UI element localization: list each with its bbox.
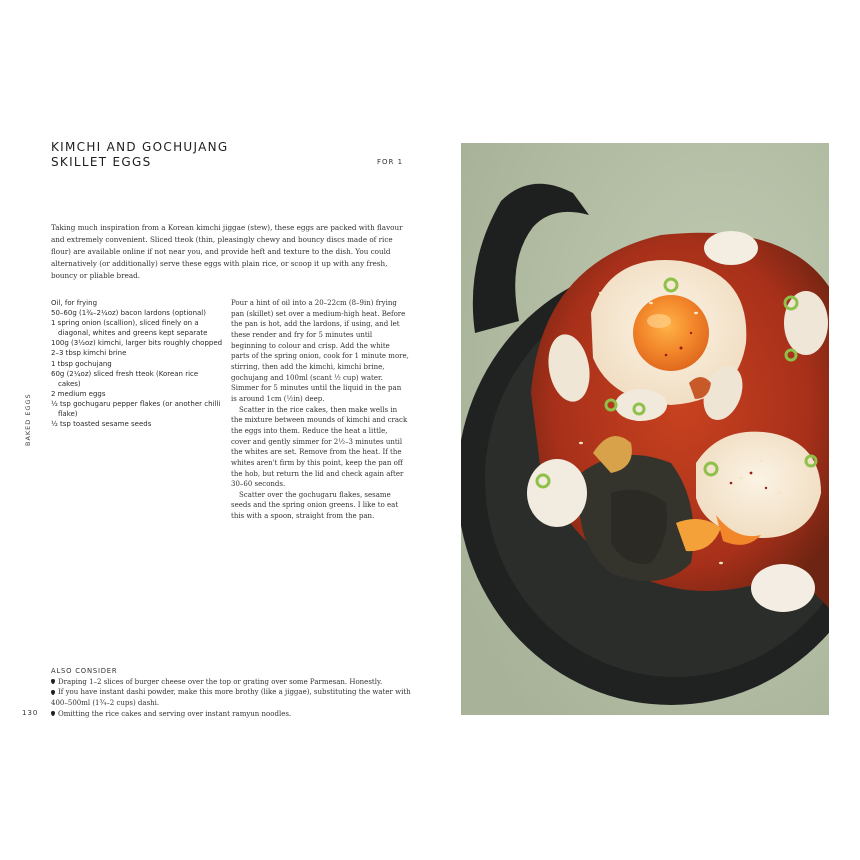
ingredient-item: 60g (2¼oz) sliced fresh tteok (Korean rice cakes) bbox=[51, 369, 199, 388]
drop-bullet-icon bbox=[51, 711, 55, 716]
also-consider-title: ALSO CONSIDER bbox=[51, 667, 118, 675]
rice-cake bbox=[704, 231, 758, 265]
method-paragraph: Scatter in the rice cakes, then make wells in the mixture between mounds of kimchi and crack the eggs into them. Reduce the heat a little, cover and gently simmer for 2½–3 minutes until the whites are set. Remove from the heat. If the whites aren't firm by this point, keep the pan off the hob, but return the lid and check again after 30–60 seconds. bbox=[231, 405, 408, 489]
method-paragraph: Scatter over the gochugaru flakes, sesame seeds and the spring onion greens. I like to eat this with a spoon, straight from the pan. bbox=[231, 490, 399, 521]
recipe-title bbox=[51, 140, 229, 170]
recipe-title-line-1: KIMCHI AND GOCHUJANG bbox=[51, 140, 229, 154]
also-consider-item bbox=[51, 709, 421, 720]
method-paragraph: Pour a hint of oil into a 20–22cm (8–9in) frying pan (skillet) set over a medium-high heat. Before the pan is hot, add the lardons, if using, and let these render and fry for 5 minutes until beginning to colour and crisp. Add the white parts of the spring onion, cook for 1 minute more, stirring, then add the kimchi, kimchi brine, gochujang and 100ml (scant ½ cup) water. Simmer for 5 minutes until the liquid in the pan is around 1cm (½in) deep. bbox=[231, 299, 409, 403]
recipe-intro: Taking much inspiration from a Korean kimchi jiggae (stew), these eggs are packed with flavour and extremely convenient. Sliced tteok (thin, pleasingly chewy and bouncy discs made of rice flour) are available online if not near you, and provide heft and texture to the dish. You could alternatively (or additionally) serve these eggs with plain rice, or scoop it up with any fresh, bouncy or pliable bread. bbox=[51, 223, 403, 280]
ingredient-item: 2 medium eggs bbox=[51, 389, 106, 398]
ingredient-item: ½ tsp gochugaru pepper flakes (or another chilli flake) bbox=[51, 399, 221, 419]
ingredient-item: 1 tbsp gochujang bbox=[51, 359, 112, 368]
chapter-side-label: BAKED EGGS bbox=[24, 393, 32, 446]
also-consider-list bbox=[51, 677, 421, 720]
egg-yolk bbox=[633, 295, 709, 371]
yolk-highlight bbox=[647, 314, 671, 328]
ingredient-item: 1 spring onion (scallion), sliced finely on a diagonal, whites and greens kept separate bbox=[51, 319, 208, 338]
method-text bbox=[231, 298, 409, 522]
dish-photo bbox=[461, 143, 829, 715]
drop-bullet-icon bbox=[51, 679, 55, 684]
also-consider-text: Draping 1–2 slices of burger cheese over the top or grating over some Parmesan. Honestly. bbox=[58, 677, 383, 686]
rice-cake bbox=[527, 459, 587, 527]
ingredient-item: 100g (3½oz) kimchi, larger bits roughly chopped bbox=[51, 339, 223, 348]
also-consider-text: Omitting the rice cakes and serving over instant ramyun noodles. bbox=[58, 709, 292, 718]
recipe-title-line-2: SKILLET EGGS bbox=[51, 155, 152, 169]
drop-bullet-icon bbox=[51, 690, 55, 695]
skillet-eggs-illustration bbox=[461, 143, 829, 715]
serves-label: FOR 1 bbox=[377, 158, 404, 166]
ingredients-list bbox=[51, 298, 223, 429]
also-consider-item bbox=[51, 677, 421, 688]
rice-cake bbox=[751, 564, 815, 612]
ingredient-item: 2–3 tbsp kimchi brine bbox=[51, 349, 127, 358]
also-consider-text: If you have instant dashi powder, make this more brothy (like a jiggae), substituting the water with 400–500ml (1¾–2 cups) dashi. bbox=[51, 688, 411, 708]
fried-egg-white bbox=[696, 432, 821, 538]
ingredient-item: Oil, for frying bbox=[51, 299, 98, 307]
ingredient-item: ½ tsp toasted sesame seeds bbox=[51, 420, 152, 429]
ingredient-item: 50–60g (1¾–2¼oz) bacon lardons (optional) bbox=[51, 309, 206, 318]
page-number: 130 bbox=[22, 709, 39, 717]
also-consider-item bbox=[51, 687, 421, 708]
rice-cake bbox=[784, 291, 828, 355]
also-consider bbox=[51, 666, 421, 720]
